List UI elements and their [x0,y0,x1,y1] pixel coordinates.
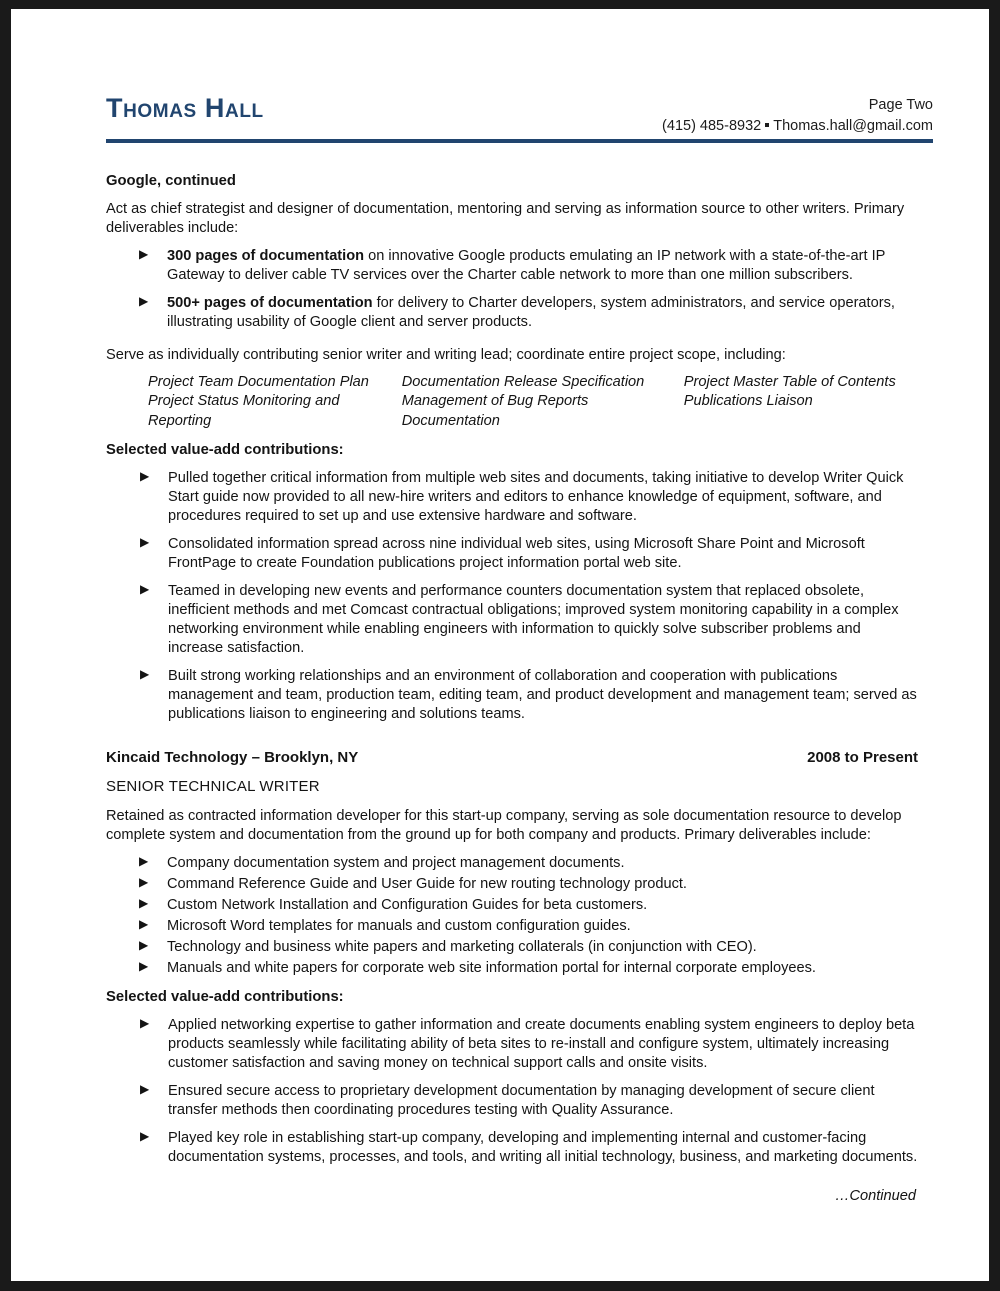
kincaid-contributions-heading: Selected value-add contributions: [106,988,344,1005]
contact-line [662,116,933,137]
bullet-text: Technology and business white papers and marketing collaterals (in conjunction with CEO). [167,938,757,955]
triangle-bullet-icon: ▶ [140,667,150,682]
bullet-text: Consolidated information spread across nine individual web sites, using Microsoft Share Point and Microsoft FrontPage to create Foundation publications project information portal web site. [168,536,865,572]
bullet-text: Applied networking expertise to gather information and create documents enabling system engineers to deploy beta products seamlessly while facilitating ability of beta sites to re-install and configure system, ultimately increasing customer satisfaction and saving money on technical support calls and onsite visits. [168,1017,915,1072]
triangle-bullet-icon: ▶ [140,1016,150,1031]
resume-body [106,172,918,1206]
list-item [106,1082,918,1120]
scope-item: Project Status Monitoring and Reporting [148,393,340,429]
triangle-bullet-icon: ▶ [139,875,149,889]
google-deliverables-list [106,247,918,332]
job-header-row [106,748,918,768]
scope-item: Publications Liaison [683,393,813,410]
scope-column-1 [148,373,402,431]
kincaid-contributions-list [106,1016,918,1167]
resume-page [11,9,989,1281]
scope-item: Management of Bug Reports Documentation [401,393,589,429]
kincaid-intro-paragraph: Retained as contracted information developer for this start-up company, serving as sole documentation resource to develop complete system and documentation from the ground up for both company and products. Primary deliverables include: [106,808,902,844]
page-number-label: Page Two [868,97,933,113]
continued-footer-label: …Continued [834,1187,916,1204]
scope-item: Documentation Release Specification [401,374,645,391]
bullet-text: Custom Network Installation and Configuration Guides for beta customers. [167,896,648,913]
triangle-bullet-icon: ▶ [140,1081,150,1096]
triangle-bullet-icon: ▶ [139,916,149,931]
list-item [106,1129,918,1167]
triangle-bullet-icon: ▶ [140,1128,150,1143]
bullet-text: Manuals and white papers for corporate web site information portal for internal corporate employees. [167,959,816,976]
scope-column-3 [684,373,918,431]
triangle-bullet-icon: ▶ [140,469,150,484]
list-item [106,896,918,915]
page-header [106,87,933,147]
bullet-body-text: on innovative Google products emulating an IP network with a state-of-the-art IP Gateway to deliver cable TV services over the Charter cable network to more than one million subscribers. [167,248,886,284]
bullet-body-text: for delivery to Charter developers, system administrators, and service operators, illustrating usability of Google client and server products. [167,295,895,331]
bullet-text: Pulled together critical information from multiple web sites and documents, taking initiative to develop Writer Quick Start guide now provided to all new-hire writers and editors to enhance knowledge of equipment, software, and procedures required to set up and use extensive hardware and software. [168,470,904,525]
triangle-bullet-icon: ▶ [139,294,149,309]
bullet-text: Ensured secure access to proprietary development documentation by managing development of secure client transfer methods then coordinating procedures testing with Quality Assurance. [168,1082,875,1118]
triangle-bullet-icon: ▶ [139,247,149,262]
employment-dates: 2008 to Present [807,749,918,767]
header-divider-rule [106,139,933,143]
bullet-text: Command Reference Guide and User Guide for new routing technology product. [167,876,687,892]
list-item [106,667,918,724]
section-kincaid [106,748,918,1167]
bullet-text: Teamed in developing new events and performance counters documentation system that replaced obsolete, inefficient methods and met Comcast contractual obligations; improved system monitoring capability in a complex networking environment while enabling engineers with information to quickly solve subscriber problems and increase satisfaction. [168,583,899,657]
list-item [106,582,918,658]
spacer [106,332,918,346]
project-scope-columns [106,373,918,431]
kincaid-deliverables-list [106,854,918,978]
header-contact-block [662,95,933,137]
scope-item: Project Team Documentation Plan [148,374,369,391]
spacer [106,980,918,988]
email-address: Thomas.hall@gmail.com [773,117,933,134]
triangle-bullet-icon: ▶ [139,854,149,869]
list-item [106,854,918,873]
list-item [106,469,918,526]
spacer [106,724,918,748]
list-item [106,535,918,573]
list-item [106,1016,918,1073]
list-item [106,938,918,957]
list-item [106,247,918,285]
google-scope-intro: Serve as individually contributing senior writer and writing lead; coordinate entire project scope, including: [106,347,786,364]
section-heading-google: Google, continued [106,173,236,189]
candidate-name: Thomas Hall [106,93,264,123]
bullet-lead-text: 300 pages of documentation [167,248,365,265]
bullet-text: Company documentation system and project management documents. [167,855,625,872]
triangle-bullet-icon: ▶ [139,958,149,973]
bullet-text: Played key role in establishing start-up company, developing and implementing internal and customer-facing documentation systems, processes, and tools, and writing all initial technology, business, and marketing documents. [168,1129,918,1165]
bullet-text: Built strong working relationships and an environment of collaboration and cooperation with publications management and team, production team, editing team, and product development and management team; served as publications liaison to engineering and solutions teams. [168,668,917,723]
triangle-bullet-icon: ▶ [139,895,149,910]
google-contributions-heading: Selected value-add contributions: [106,442,344,459]
separator-dot-icon [765,123,769,127]
bullet-lead-text: 500+ pages of documentation [167,295,373,312]
bullet-text: Microsoft Word templates for manuals and custom configuration guides. [167,917,631,934]
list-item [106,959,918,978]
triangle-bullet-icon: ▶ [139,937,149,952]
triangle-bullet-icon: ▶ [140,582,150,597]
phone-number: (415) 485-8932 [662,117,762,134]
triangle-bullet-icon: ▶ [140,535,150,550]
section-google [106,172,918,724]
scope-column-2 [402,373,684,431]
scope-item: Project Master Table of Contents [683,374,896,391]
google-intro-paragraph: Act as chief strategist and designer of documentation, mentoring and serving as information source to other writers. Primary deliverables include: [106,201,905,237]
list-item [106,294,918,332]
google-contributions-list [106,469,918,724]
list-item [106,875,918,894]
company-name: Kincaid Technology – Brooklyn, NY [106,749,359,767]
job-title: SENIOR TECHNICAL WRITER [106,777,320,795]
list-item [106,917,918,936]
